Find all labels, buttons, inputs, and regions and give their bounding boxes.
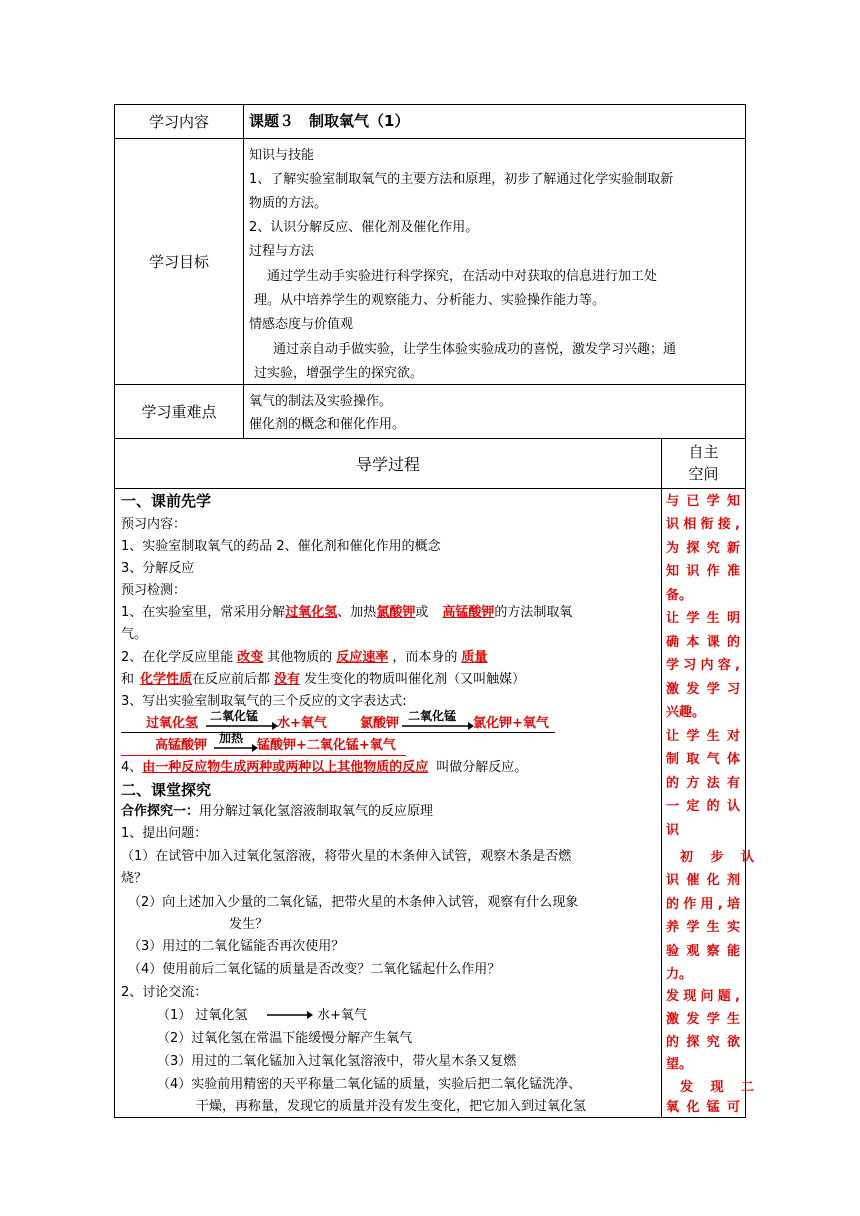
- side-note-line: 激发学生: [666, 1012, 740, 1027]
- q1-text: 或: [415, 605, 429, 620]
- q4-text: 叫做分解反应。: [436, 760, 528, 775]
- q1-text: 1、在实验室里，常采用分解: [121, 605, 286, 620]
- answer-blank: 反应速率: [336, 650, 389, 665]
- side-note-line: 力。: [666, 967, 693, 982]
- eq3-condition: 加热: [219, 731, 244, 745]
- preview-line: 1、实验室制取氧气的药品 2、催化剂和催化作用的概念: [121, 539, 441, 554]
- q2-text: 其他物质的: [267, 650, 333, 665]
- col-divider: [243, 104, 244, 438]
- discuss-label: 2、讨论交流：: [121, 985, 208, 1000]
- q2-text: 发生变化的物质叫催化剂（又叫触媒）: [304, 672, 526, 687]
- discuss-line: （3）用过的二氧化锰加入过氧化氢溶液中，带火星木条又复燃: [157, 1054, 517, 1069]
- side-note-line: 的探究欲: [666, 1035, 740, 1050]
- q2-text: 在反应前后都: [192, 672, 271, 687]
- eq1-reactant: 过氧化氢: [146, 716, 199, 731]
- answer-underline: [121, 755, 406, 756]
- goals-line: 情感态度与价值观: [249, 317, 354, 332]
- table-border-bottom: [114, 1117, 746, 1118]
- answer-blank: 由一种反应物生成两种或两种以上其他物质的反应: [142, 760, 429, 775]
- side-note-line: 兴趣。: [666, 705, 706, 720]
- answer-blank: 质量: [461, 650, 488, 665]
- side-note-line: 的方法有: [666, 776, 740, 791]
- goals-line: 过程与方法: [249, 244, 315, 259]
- goals-line: 通过亲自动手做实验，让学生体验实验成功的喜悦，激发学习兴趣；通: [273, 342, 677, 357]
- coop-label: 合作探究一：: [121, 804, 200, 819]
- problem-line: 发生？: [229, 917, 269, 932]
- coop-text: 用分解过氧化氢溶液制取氧气的反应原理: [199, 804, 434, 819]
- side-note-line: 让学生对: [666, 729, 740, 744]
- side-note-line: 初步认: [680, 850, 754, 865]
- goals-line: 1、了解实验室制取氧气的主要方法和原理，初步了解通过化学实验制取新: [249, 172, 674, 187]
- side-note-line: 发现问题,: [666, 989, 740, 1004]
- q2-text: ，而本身的: [392, 650, 458, 665]
- coop-line: [121, 803, 433, 821]
- arrow-icon: [214, 744, 258, 752]
- eq3-product: 锰酸钾+二氧化锰+氧气: [257, 738, 396, 753]
- problem-line: （2）向上述加入少量的二氧化锰，把带火星的木条伸入试管，观察有什么现象: [128, 895, 579, 910]
- answer-blank: 高锰酸钾: [442, 605, 495, 620]
- problem-line: （4）使用前后二氧化锰的质量是否改变？二氧化锰起什么作用？: [128, 962, 501, 977]
- keypoint-line: 催化剂的概念和催化作用。: [249, 417, 406, 432]
- table-border-right: [745, 104, 746, 1118]
- goals-line: 2、认识分解反应、催化剂及催化作用。: [249, 220, 479, 235]
- preview-label: 预习内容：: [121, 517, 187, 532]
- arrow-icon: [402, 722, 474, 730]
- answer-blank: 改变: [237, 650, 264, 665]
- side-note-line: 识催化剂: [666, 873, 740, 888]
- question-3: 3、写出实验室制取氧气的三个反应的文字表达式:: [121, 694, 407, 709]
- answer-blank: 没有: [274, 672, 301, 687]
- goals-line: 物质的方法。: [249, 196, 328, 211]
- question-1: [121, 604, 572, 622]
- side-note-line: 为探究新: [666, 541, 740, 556]
- discuss-1-left: （1） 过氧化氢: [157, 1008, 248, 1023]
- eq2-condition: 二氧化锰: [408, 709, 457, 723]
- side-note-line: 一定的认: [666, 799, 740, 814]
- eq1-condition: 二氧化锰: [210, 709, 259, 723]
- side-note-line: 知识作准: [666, 564, 740, 579]
- goals-line: 知识与技能: [249, 148, 315, 163]
- answer-blank: 化学性质: [140, 672, 193, 687]
- q1-text: 、加热: [337, 605, 377, 620]
- side-note-line: 激发学习: [666, 682, 740, 697]
- side-note-line: 望。: [666, 1057, 693, 1072]
- question-1-cont: 气。: [121, 627, 148, 642]
- arrow-icon: [267, 1011, 313, 1019]
- goals-line: 过实验，增强学生的探究欲。: [254, 366, 424, 381]
- goals-label: 学习目标: [148, 253, 209, 271]
- question-2-cont: [121, 671, 525, 689]
- problem-line: 烧？: [121, 871, 148, 886]
- eq3-reactant: 高锰酸钾: [155, 738, 208, 753]
- discuss-line: 干燥，再称量，发现它的质量并没有发生变化，把它加入到过氧化氢: [196, 1099, 587, 1114]
- problem-line: （1）在试管中加入过氧化氢溶液，将带火星的木条伸入试管，观察木条是否燃: [121, 849, 572, 864]
- question-4: [121, 759, 527, 777]
- side-note-line: 识相衔接,: [666, 517, 740, 532]
- preview-line: 3、分解反应: [121, 561, 195, 576]
- eq2-reactant: 氯酸钾: [360, 716, 400, 731]
- q1-text: 的方法制取氧: [494, 605, 573, 620]
- side-note-line: 的作用,培: [666, 897, 740, 912]
- lesson-title: 课题３ 制取氧气（1）: [249, 112, 410, 130]
- process-header-label: 导学过程: [355, 455, 420, 474]
- goals-line: 通过学生动手实验进行科学探究，在活动中对获取的信息进行加工处: [267, 269, 658, 284]
- side-note-line: 识: [666, 823, 680, 838]
- arrow-icon: [206, 722, 278, 730]
- problem-line: （3）用过的二氧化锰能否再次使用？: [128, 939, 345, 954]
- side-header-line: 空间: [688, 465, 719, 483]
- eq1-product: 水+氧气: [277, 716, 327, 731]
- header-label: 学习内容: [148, 113, 209, 131]
- q4-text: 4、: [121, 760, 143, 775]
- discuss-line: （4）实验前用精密的天平称量二氧化锰的质量，实验后把二氧化锰洗净、: [157, 1077, 582, 1092]
- side-note-line: 让学生明: [666, 611, 740, 626]
- answer-blank: 氯酸钾: [376, 605, 416, 620]
- question-2: [121, 649, 493, 667]
- side-note-line: 备。: [666, 588, 693, 603]
- ask-label: 1、提出问题：: [121, 826, 208, 841]
- q2-text: 和: [121, 672, 135, 687]
- col-divider-side: [661, 438, 662, 1118]
- side-note-line: 氧化锰可: [666, 1100, 740, 1115]
- side-note-line: 确本课的: [666, 635, 740, 650]
- keypoints-label: 学习重难点: [141, 403, 217, 421]
- section2-title: 二、课堂探究: [121, 781, 212, 799]
- side-note-line: 制取气体: [666, 752, 740, 767]
- side-note-line: 养学生实: [666, 920, 740, 935]
- goals-line: 理。从中培养学生的观察能力、分析能力、实验操作能力等。: [254, 293, 606, 308]
- answer-blank: 过氧化氢: [285, 605, 338, 620]
- side-note-line: 发现二: [680, 1080, 754, 1095]
- side-header-line: 自主: [688, 443, 719, 461]
- discuss-line: （2）过氧化氢在常温下能缓慢分解产生氧气: [157, 1031, 413, 1046]
- side-note-line: 与已学知: [666, 494, 740, 509]
- side-note-line: 验观察能: [666, 944, 740, 959]
- check-label: 预习检测：: [121, 583, 187, 598]
- q2-text: 2、在化学反应里能: [121, 650, 234, 665]
- keypoint-line: 氧气的制法及实验操作。: [249, 394, 393, 409]
- eq2-product: 氯化钾+氧气: [473, 716, 549, 731]
- side-note-line: 学习内容,: [666, 658, 740, 673]
- row-divider: [114, 488, 746, 489]
- section1-title: 一、课前先学: [121, 492, 212, 510]
- discuss-1-right: 水+氧气: [317, 1008, 367, 1023]
